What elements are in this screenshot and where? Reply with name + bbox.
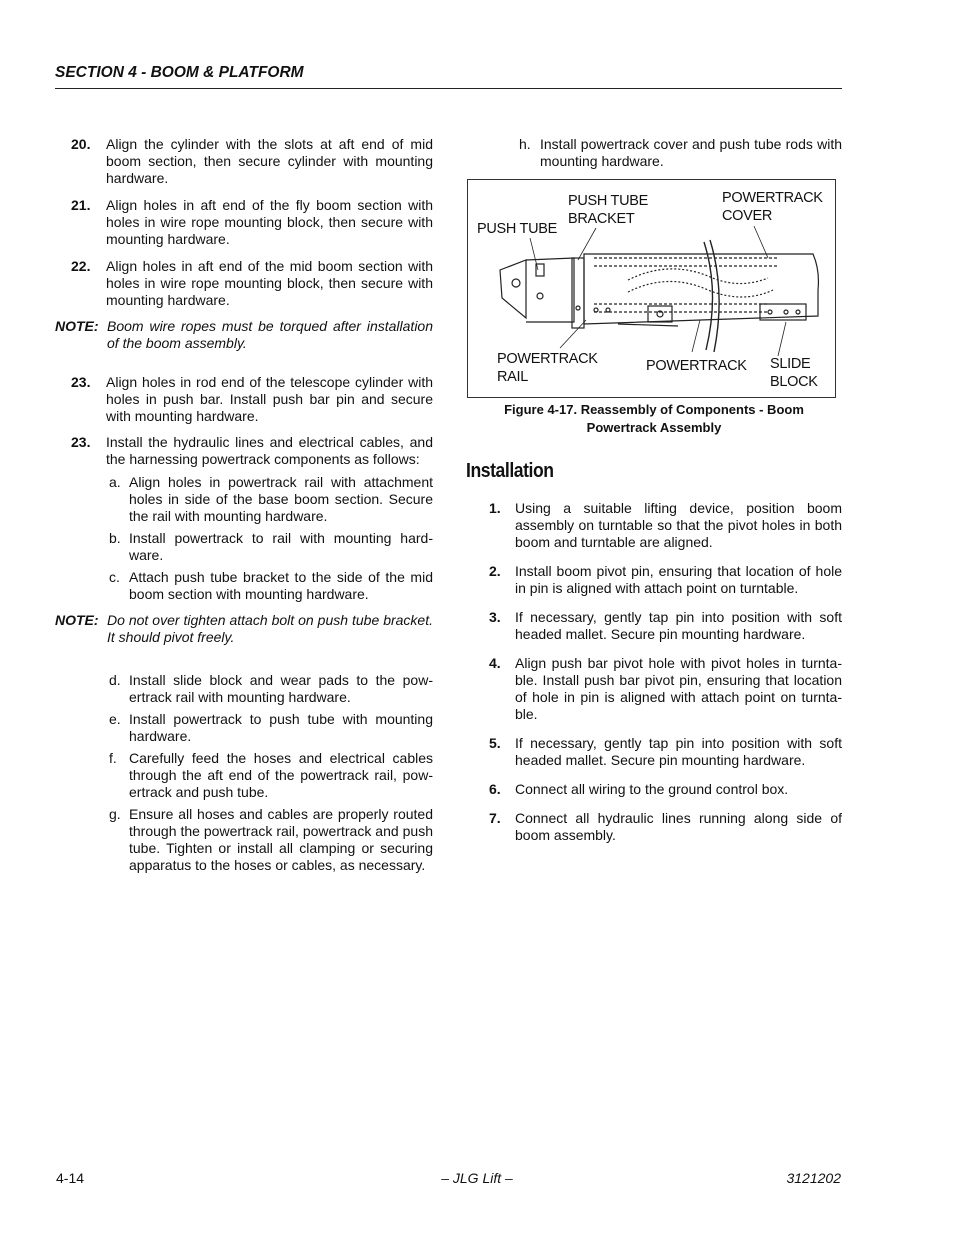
step-21 bbox=[55, 197, 433, 248]
label-slide-1: SLIDE bbox=[770, 356, 811, 372]
install-step-7 bbox=[466, 810, 842, 844]
step-number: 22. bbox=[71, 258, 91, 274]
substep-text: Attach push tube bracket to the side of the mid boom section with mounting hardware. bbox=[129, 569, 433, 602]
substep-text: Carefully feed the hoses and electrical cables through the aft end of the powertrack rail, pow-ertrack and push tube. bbox=[129, 750, 433, 800]
right-column bbox=[466, 136, 842, 170]
caption-line-1: Figure 4-17. Reassembly of Components - Boom bbox=[504, 402, 804, 417]
substep-g bbox=[55, 806, 433, 874]
substep-h bbox=[466, 136, 842, 170]
installation-heading: Installation bbox=[466, 460, 554, 482]
footer-publisher: – JLG Lift – bbox=[441, 1170, 513, 1186]
pivot-hole bbox=[512, 279, 520, 287]
install-step-4 bbox=[466, 655, 842, 723]
step-number: 7. bbox=[489, 810, 501, 826]
substep-letter: h. bbox=[519, 136, 531, 152]
note-label: NOTE: bbox=[55, 318, 99, 334]
step-number: 4. bbox=[489, 655, 501, 671]
step-text: Align the cylinder with the slots at aft end of mid boom section, then secure cylinder with mounting hardware. bbox=[106, 136, 433, 186]
label-powertrack: POWERTRACK bbox=[646, 358, 747, 374]
install-step-5 bbox=[466, 735, 842, 769]
step-text: If necessary, gently tap pin into position with soft headed mallet. Secure pin mounting hardware. bbox=[515, 609, 842, 642]
substep-letter: d. bbox=[109, 672, 121, 688]
substep-e bbox=[55, 711, 433, 745]
powertrack-rail-body bbox=[584, 254, 818, 324]
install-step-6 bbox=[466, 781, 842, 798]
push-tube-bracket bbox=[526, 258, 574, 322]
step-23a bbox=[55, 374, 433, 425]
step-text: Connect all wiring to the ground control box. bbox=[515, 781, 789, 797]
note-text: Boom wire ropes must be torqued after installation of the boom assembly. bbox=[107, 318, 433, 351]
label-rail-2: RAIL bbox=[497, 369, 529, 385]
powertrack-link bbox=[648, 306, 672, 322]
substep-c bbox=[55, 569, 433, 603]
note-text: Do not over tighten attach bolt on push tube bracket. It should pivot freely. bbox=[107, 612, 433, 645]
note-label: NOTE: bbox=[55, 612, 99, 628]
step-text: Install the hydraulic lines and electrical cables, and the harnessing powertrack components as follows: bbox=[106, 434, 433, 467]
caption-line-2: Powertrack Assembly bbox=[586, 420, 722, 435]
step-number: 23. bbox=[71, 374, 91, 390]
substep-b bbox=[55, 530, 433, 564]
installation-steps bbox=[466, 500, 842, 856]
substep-letter: g. bbox=[109, 806, 121, 822]
step-number: 2. bbox=[489, 563, 501, 579]
step-text: Using a suitable lifting device, position boom assembly on turntable so that the pivot holes in both boom and turntable are aligned. bbox=[515, 500, 842, 550]
label-push-tube-bracket-2: BRACKET bbox=[568, 211, 635, 227]
leader-push-tube bbox=[530, 238, 538, 270]
step-20 bbox=[55, 136, 433, 187]
substep-d bbox=[55, 672, 433, 706]
substep-letter: c. bbox=[109, 569, 120, 585]
label-push-tube: PUSH TUBE bbox=[477, 221, 558, 237]
page-number: 4-14 bbox=[56, 1170, 85, 1186]
substep-letter: e. bbox=[109, 711, 121, 727]
step-text: Align holes in aft end of the fly boom section with holes in wire rope mounting block, then secure with mounting hardware. bbox=[106, 197, 433, 247]
label-cover-2: COVER bbox=[722, 208, 773, 224]
leader-powertrack bbox=[692, 320, 700, 352]
install-step-3 bbox=[466, 609, 842, 643]
step-number: 5. bbox=[489, 735, 501, 751]
doc-number: 3121202 bbox=[786, 1170, 841, 1186]
leader-slide bbox=[778, 322, 786, 356]
substep-text: Install powertrack cover and push tube rods with mounting hardware. bbox=[540, 136, 842, 169]
substep-text: Ensure all hoses and cables are properly routed through the powertrack rail, powertrack and push tube. Tighten or install all clamping or securing apparatus to the hoses or cables, as necessary. bbox=[129, 806, 433, 873]
label-cover-1: POWERTRACK bbox=[722, 190, 823, 206]
substep-letter: a. bbox=[109, 474, 121, 490]
step-number: 3. bbox=[489, 609, 501, 625]
leader-rail bbox=[560, 320, 586, 348]
step-number: 21. bbox=[71, 197, 91, 213]
figure-caption bbox=[466, 401, 842, 437]
substep-text: Install powertrack to push tube with mounting hardware. bbox=[129, 711, 433, 744]
step-text: Install boom pivot pin, ensuring that location of hole in pin is aligned with attach point on turntable. bbox=[515, 563, 842, 596]
substep-a bbox=[55, 474, 433, 525]
step-number: 20. bbox=[71, 136, 91, 152]
left-column bbox=[55, 136, 433, 879]
leader-bracket bbox=[578, 228, 596, 260]
step-number: 6. bbox=[489, 781, 501, 797]
note-wire-ropes bbox=[55, 318, 433, 352]
step-number: 1. bbox=[489, 500, 501, 516]
step-text: Align push bar pivot hole with pivot holes in turnta-ble. Install push bar pivot pin, ensuring that location of hole in pin is aligned with attach point on turnta-ble. bbox=[515, 655, 842, 722]
step-text: Align holes in rod end of the telescope cylinder with holes in push bar. Install push bar pin and secure with mounting hardware. bbox=[106, 374, 433, 424]
label-slide-2: BLOCK bbox=[770, 374, 818, 390]
substep-f bbox=[55, 750, 433, 801]
step-number: 23. bbox=[71, 434, 91, 450]
label-push-tube-bracket-1: PUSH TUBE bbox=[568, 193, 649, 209]
push-tube-end bbox=[500, 260, 526, 318]
substep-letter: b. bbox=[109, 530, 121, 546]
note-attach-bolt bbox=[55, 612, 433, 646]
powertrack-chain bbox=[628, 269, 768, 284]
section-header: SECTION 4 - BOOM & PLATFORM bbox=[55, 64, 842, 89]
substep-text: Align holes in powertrack rail with attachment holes in side of the base boom section. Secure the rail with mounting hardware. bbox=[129, 474, 433, 524]
step-text: Align holes in aft end of the mid boom section with holes in wire rope mounting block, then secure with mounting hardware. bbox=[106, 258, 433, 308]
substep-text: Install slide block and wear pads to the pow-ertrack rail with mounting hardware. bbox=[129, 672, 433, 705]
step-22 bbox=[55, 258, 433, 309]
install-step-1 bbox=[466, 500, 842, 551]
powertrack-figure bbox=[467, 179, 836, 398]
label-rail-1: POWERTRACK bbox=[497, 351, 598, 367]
substep-text: Install powertrack to rail with mounting hard-ware. bbox=[129, 530, 433, 563]
step-23b bbox=[55, 434, 433, 468]
substep-letter: f. bbox=[109, 750, 117, 766]
leader-cover bbox=[754, 226, 768, 258]
install-step-2 bbox=[466, 563, 842, 597]
step-text: Connect all hydraulic lines running along side of boom assembly. bbox=[515, 810, 842, 843]
step-text: If necessary, gently tap pin into position with soft headed mallet. Secure pin mounting hardware. bbox=[515, 735, 842, 768]
